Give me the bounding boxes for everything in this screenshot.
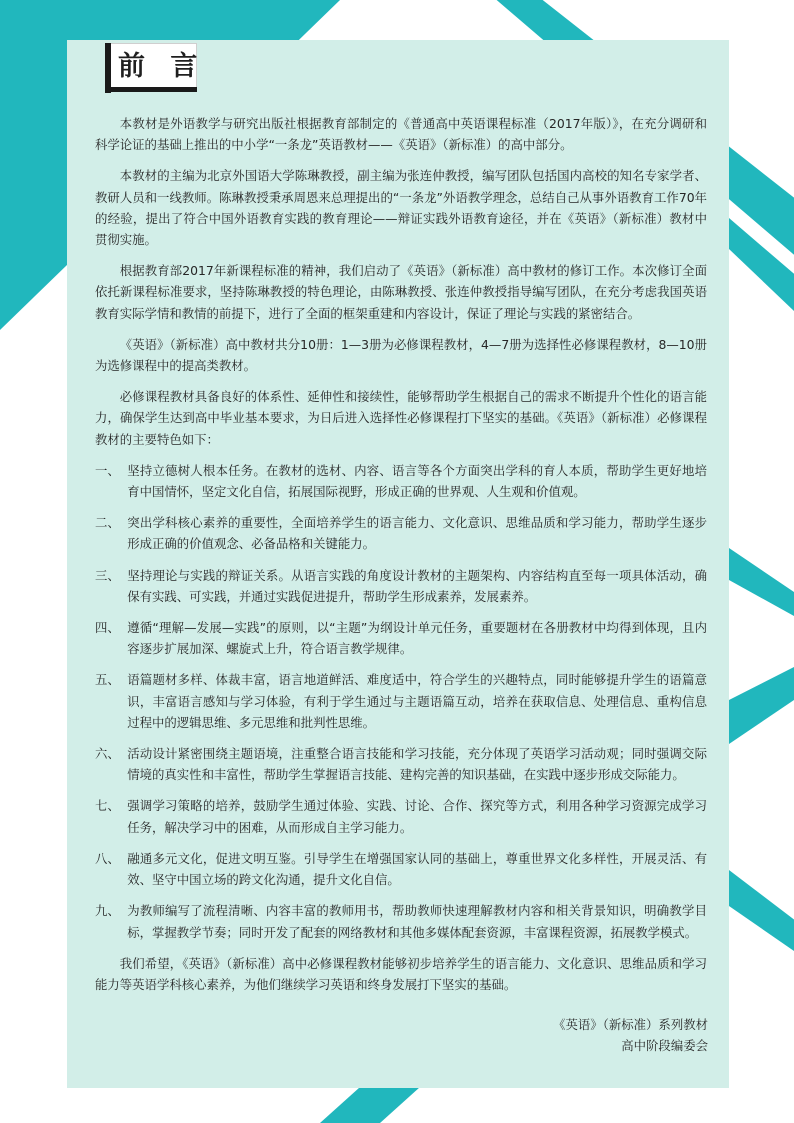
feature-item xyxy=(95,743,707,785)
feature-number: 二、 xyxy=(95,515,120,531)
feature-number: 一、 xyxy=(95,462,120,478)
paragraph: 本教材是外语教学与研究出版社根据教育部制定的《普通高中英语课程标准（2017年版）》，在充分调研和科学论证的基础上推出的中小学“一条龙”英语教材——《英语》（新标准）的高中部分。 xyxy=(95,116,707,153)
paragraph: 《英语》（新标准）高中教材共分10册：1—3册为必修课程教材，4—7册为选择性必修课程教材，8—10册为选修课程中的提高类教材。 xyxy=(95,336,707,374)
right-edge-triangle-4 xyxy=(729,870,794,960)
feature-item xyxy=(95,565,707,607)
feature-number: 三、 xyxy=(95,567,120,583)
feature-item xyxy=(95,900,707,942)
feature-number: 八、 xyxy=(95,850,120,866)
page-title: 前 言 xyxy=(118,51,206,82)
feature-number: 四、 xyxy=(95,620,120,636)
right-edge-triangle-2 xyxy=(729,548,794,628)
closing-paragraph: 我们希望，《英语》（新标准）高中必修课程教材能够初步培养学生的语言能力、文化意识、思维品质和学习能力等英语学科核心素养，为他们继续学习英语和终身发展打下坚实的基础。 xyxy=(95,955,707,992)
feature-text: 突出学科核心素养的重要性，全面培养学生的语言能力、文化意识、思维品质和学习能力，帮助学生逐步形成正确的价值观念、必备品格和关键能力。 xyxy=(127,515,707,552)
feature-text: 活动设计紧密围绕主题语境，注重整合语言技能和学习技能，充分体现了英语学习活动观；同时强调交际情境的真实性和丰富性，帮助学生掌握语言技能、建构完善的知识基础，在实践中逐步形成交际能力。 xyxy=(127,746,707,783)
title-underline-bar xyxy=(105,87,197,92)
feature-text: 强调学习策略的培养，鼓励学生通过体验、实践、讨论、合作、探究等方式，利用各种学习资源完成学习任务，解决学习中的困难，从而形成自主学习能力。 xyxy=(127,798,707,835)
feature-item xyxy=(95,460,707,502)
feature-item xyxy=(95,512,707,554)
signature-series: 《英语》（新标准）系列教材 xyxy=(553,1017,708,1032)
paragraph: 本教材的主编为北京外国语大学陈琳教授，副主编为张连仲教授，编写团队包括国内高校的知名专家学者、教研人员和一线教师。陈琳教授秉承周恩来总理提出的“一条龙”外语教学理念，总结自己从事外语教育工作70年的经验，提出了符合中国外语教育实践的教育理论——辩证实践外语教育途径，并在《英语》（新标准）教材中贯彻实施。 xyxy=(95,168,707,248)
feature-text: 融通多元文化，促进文明互鉴。引导学生在增强国家认同的基础上，尊重世界文化多样性，开展灵活、有效、坚守中国立场的跨文化沟通，提升文化自信。 xyxy=(127,850,707,888)
feature-number: 九、 xyxy=(95,903,120,919)
feature-item xyxy=(95,617,707,659)
feature-item xyxy=(95,795,707,837)
right-edge-triangle-3 xyxy=(729,667,794,777)
feature-number: 七、 xyxy=(95,798,120,814)
paragraph: 根据教育部2017年新课程标准的精神，我们启动了《英语》（新标准）高中教材的修订工作。本次修订全面依托新课程标准要求，坚持陈琳教授的特色理论，由陈琳教授、张连仲教授指导编写团队，在充分考虑我国英语教育实际学情和教情的前提下，进行了全面的框架重建和内容设计，保证了理论与实践的紧密结合。 xyxy=(95,263,707,321)
title-accent-bar xyxy=(105,43,111,93)
feature-number: 六、 xyxy=(95,746,120,762)
paragraph: 必修课程教材具备良好的体系性、延伸性和接续性，能够帮助学生根据自己的需求不断提升个性化的语言能力，确保学生达到高中毕业基本要求，为日后进入选择性必修课程打下坚实的基础。《英语》（新标准）必修课程教材的主要特色如下： xyxy=(95,389,707,447)
signature-committee: 高中阶段编委会 xyxy=(621,1038,708,1053)
feature-item xyxy=(95,848,707,890)
feature-text: 坚持理论与实践的辩证关系。从语言实践的角度设计教材的主题架构、内容结构直至每一项具体活动，确保有实践、可实践，并通过实践促进提升，帮助学生形成素养，发展素养。 xyxy=(127,567,707,604)
feature-text: 遵循“理解—发展—实践”的原则，以“主题”为纲设计单元任务，重要题材在各册教材中均得到体现，且内容逐步扩展加深、螺旋式上升，符合语言教学规律。 xyxy=(127,620,707,657)
feature-text: 坚持立德树人根本任务。在教材的选材、内容、语言等各个方面突出学科的育人本质，帮助学生更好地培育中国情怀，坚定文化自信，拓展国际视野，形成正确的世界观、人生观和价值观。 xyxy=(127,462,707,500)
feature-number: 五、 xyxy=(95,672,120,688)
preface-body xyxy=(95,113,707,1005)
feature-text: 为教师编写了流程清晰、内容丰富的教师用书，帮助教师快速理解教材内容和相关背景知识，明确教学目标，掌握教学节奏；同时开发了配套的网络教材和其他多媒体配套资源，丰富课程资源，拓展教学模式。 xyxy=(127,903,707,940)
feature-item xyxy=(95,669,707,733)
feature-text: 语篇题材多样、体裁丰富，语言地道鲜活、难度适中，符合学生的兴趣特点，同时能够提升学生的语篇意识，丰富语言感知与学习体验，有利于学生通过与主题语篇互动，培养在获取信息、处理信息、重构信息过程中的逻辑思维、多元思维和批判性思维。 xyxy=(127,672,707,730)
